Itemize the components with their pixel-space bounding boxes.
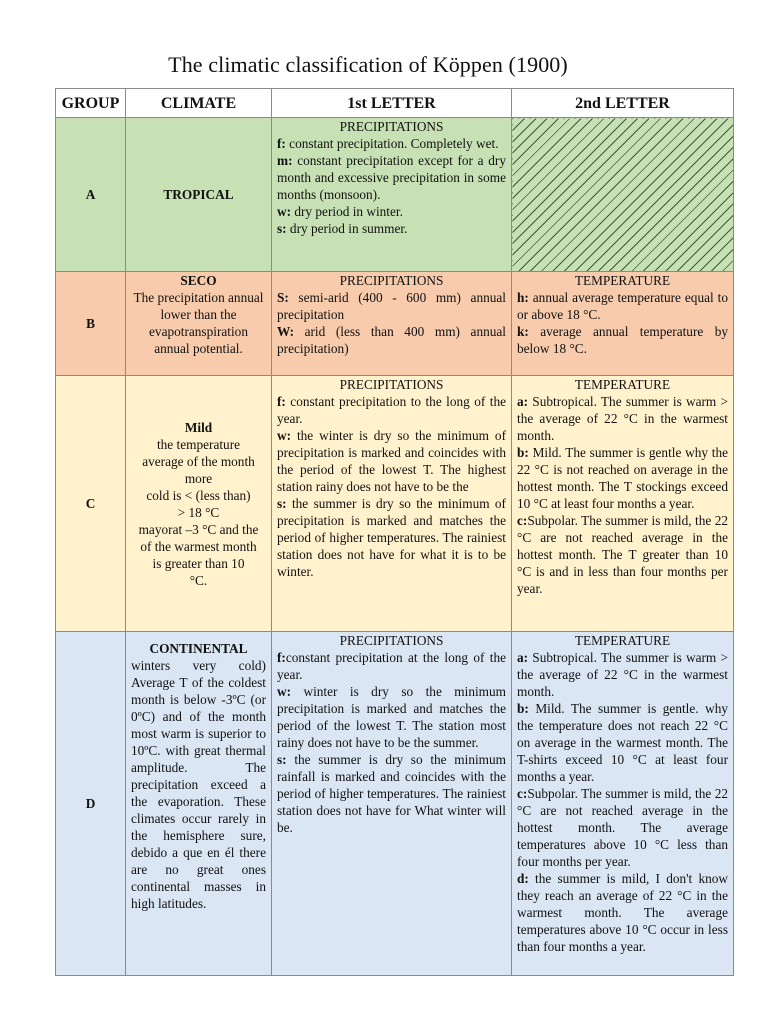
first-letter-a bbox=[272, 118, 512, 272]
climate-title-b: SECO bbox=[180, 273, 217, 288]
climate-continental bbox=[126, 632, 272, 976]
letter-definition bbox=[277, 393, 506, 427]
letter-code: b: bbox=[517, 701, 529, 716]
letter-code: S: bbox=[277, 290, 289, 305]
letter-description: semi-arid (400 - 600 mm) annual precipitation bbox=[277, 290, 506, 322]
first-lines-a bbox=[277, 135, 506, 237]
letter-description: Subtropical. The summer is warm > the average of 22 °C in the warmest month. bbox=[517, 394, 728, 443]
climate-line: cold is < (less than) bbox=[146, 487, 251, 503]
letter-code: b: bbox=[517, 445, 529, 460]
letter-description: Mild. The summer is gentle why the 22 °C is not reached on average in the hottest month. The T stockings exceed 10 °C at least four months a year. bbox=[517, 445, 728, 511]
page-title: The climatic classification of Köppen (1900) bbox=[168, 52, 568, 77]
climate-line: > 18 °C bbox=[177, 504, 220, 520]
climate-line: °C. bbox=[189, 572, 208, 588]
first-head-a: PRECIPITATIONS bbox=[339, 119, 444, 134]
letter-code: h: bbox=[517, 290, 529, 305]
climate-title-d: CONTINENTAL bbox=[149, 641, 248, 656]
letter-description: constant precipitation to the long of the year. bbox=[277, 394, 506, 426]
letter-definition bbox=[277, 683, 506, 751]
letter-definition bbox=[277, 495, 506, 580]
letter-code: f: bbox=[277, 136, 286, 151]
climate-text-b: The precipitation annual lower than the evapotranspiration annual potential. bbox=[133, 290, 264, 356]
letter-code: s: bbox=[277, 496, 287, 511]
letter-definition bbox=[517, 512, 728, 597]
letter-definition bbox=[517, 649, 728, 700]
climate-line: of the warmest month bbox=[140, 538, 257, 554]
group-a: A bbox=[56, 118, 126, 272]
letter-code: d: bbox=[517, 871, 529, 886]
letter-definition bbox=[277, 152, 506, 203]
letter-code: w: bbox=[277, 204, 292, 219]
letter-description: winter is dry so the minimum precipitation is marked and matches the period of the lowest T. The station most rainy does not have to be the summer. bbox=[277, 684, 506, 750]
first-head-b: PRECIPITATIONS bbox=[339, 273, 444, 288]
first-letter-d bbox=[272, 632, 512, 976]
second-lines-d bbox=[517, 649, 728, 955]
letter-code: c: bbox=[517, 786, 528, 801]
letter-description: annual average temperature equal to or above 18 °C. bbox=[517, 290, 728, 322]
letter-definition bbox=[277, 649, 506, 683]
first-letter-c bbox=[272, 376, 512, 632]
row-continental bbox=[56, 632, 734, 976]
letter-code: a: bbox=[517, 394, 529, 409]
first-head-d: PRECIPITATIONS bbox=[339, 633, 444, 648]
letter-definition bbox=[517, 785, 728, 870]
letter-description: Subtropical. The summer is warm > the average of 22 °C in the warmest month. bbox=[517, 650, 728, 699]
letter-definition bbox=[277, 203, 506, 220]
letter-definition bbox=[277, 220, 506, 237]
first-lines-b bbox=[277, 289, 506, 357]
climate-line: the temperature bbox=[156, 436, 241, 452]
letter-code: w: bbox=[277, 684, 292, 699]
letter-description: average annual temperature by below 18 °C. bbox=[517, 324, 728, 356]
second-head-c: TEMPERATURE bbox=[574, 377, 671, 392]
letter-code: k: bbox=[517, 324, 529, 339]
letter-code: W: bbox=[277, 324, 294, 339]
climate-line: average of the month more bbox=[142, 453, 255, 486]
letter-description: the summer is dry so the minimum of precipitation is marked and matches the period of higher temperatures. The rainiest station does not have for what it is to be winter. bbox=[277, 496, 506, 579]
climate-dry bbox=[126, 272, 272, 376]
second-lines-c bbox=[517, 393, 728, 597]
second-head-d: TEMPERATURE bbox=[574, 633, 671, 648]
letter-description: constant precipitation. Completely wet. bbox=[285, 136, 499, 151]
letter-definition bbox=[277, 751, 506, 836]
koppen-table bbox=[55, 88, 734, 976]
letter-definition bbox=[277, 427, 506, 495]
second-letter-b bbox=[512, 272, 734, 376]
letter-description: Mild. The summer is gentle. why the temperature does not reach 22 °C on average in the warmest month. The T-shirts exceed 10 °C at least four months a year. bbox=[517, 701, 728, 784]
letter-code: f: bbox=[277, 650, 286, 665]
letter-description: the winter is dry so the minimum of precipitation is marked and coincides with the period of the lowest T. The highest station rainy does not have to be the bbox=[277, 428, 506, 494]
header-first-letter: 1st LETTER bbox=[272, 89, 512, 118]
second-letter-a-hatched bbox=[512, 118, 734, 272]
group-b: B bbox=[56, 272, 126, 376]
letter-code: a: bbox=[517, 650, 529, 665]
letter-description: arid (less than 400 mm) annual precipitation) bbox=[277, 324, 506, 356]
letter-description: the summer is mild, I don't know they reach an average of 22 °C in the warmest month. The average temperatures above 10 °C occur in less than four months a year. bbox=[517, 871, 728, 954]
letter-definition bbox=[277, 289, 506, 323]
letter-code: w: bbox=[277, 428, 292, 443]
second-letter-d bbox=[512, 632, 734, 976]
letter-description: constant precipitation except for a dry month and excessive precipitation in some months (monsoon). bbox=[277, 153, 506, 202]
group-c: C bbox=[56, 376, 126, 632]
climate-title-c: Mild bbox=[184, 419, 213, 435]
letter-definition bbox=[517, 393, 728, 444]
letter-description: dry period in winter. bbox=[291, 204, 403, 219]
letter-code: s: bbox=[277, 752, 287, 767]
letter-code: m: bbox=[277, 153, 293, 168]
climate-text-d: winters very cold) Average T of the coldest month is below -3ºC (or 0ºC) and of the month most warm is superior to 10ºC. with great thermal amplitude. The precipitation exceed a the evaporation. These climates occur rarely in the hemisphere sure, debido a que en él there are no great ones continental masses in high latitudes. bbox=[131, 658, 266, 911]
group-d: D bbox=[56, 632, 126, 976]
header-climate: CLIMATE bbox=[126, 89, 272, 118]
second-head-b: TEMPERATURE bbox=[574, 273, 671, 288]
header-group: GROUP bbox=[56, 89, 126, 118]
header-second-letter: 2nd LETTER bbox=[512, 89, 734, 118]
row-dry bbox=[56, 272, 734, 376]
climate-mild bbox=[126, 376, 272, 632]
letter-code: c: bbox=[517, 513, 528, 528]
climate-tropical: TROPICAL bbox=[126, 118, 272, 272]
letter-definition bbox=[517, 870, 728, 955]
second-lines-b bbox=[517, 289, 728, 357]
first-letter-b bbox=[272, 272, 512, 376]
row-tropical bbox=[56, 118, 734, 272]
first-head-c: PRECIPITATIONS bbox=[339, 377, 444, 392]
letter-code: f: bbox=[277, 394, 286, 409]
row-mild bbox=[56, 376, 734, 632]
letter-definition bbox=[517, 323, 728, 357]
first-lines-c bbox=[277, 393, 506, 580]
header-row bbox=[56, 89, 734, 118]
climate-lines-c bbox=[131, 436, 266, 589]
first-lines-d bbox=[277, 649, 506, 836]
climate-line: mayorat –3 °C and the bbox=[138, 521, 259, 537]
letter-description: dry period in summer. bbox=[286, 221, 408, 236]
second-letter-c bbox=[512, 376, 734, 632]
letter-description: Subpolar. The summer is mild, the 22 °C are not reached average in the hottest month. The T greater than 10 °C is and in less than four months per year. bbox=[517, 513, 728, 596]
climate-line: is greater than 10 bbox=[152, 555, 245, 571]
letter-definition bbox=[517, 700, 728, 785]
letter-definition bbox=[517, 444, 728, 512]
letter-code: s: bbox=[277, 221, 287, 236]
letter-definition bbox=[277, 323, 506, 357]
letter-description: the summer is dry so the minimum rainfall is marked and coincides with the period of higher temperatures. The rainiest station does not have for What winter will be. bbox=[277, 752, 506, 835]
letter-definition bbox=[517, 289, 728, 323]
letter-description: constant precipitation at the long of the year. bbox=[277, 650, 506, 682]
letter-definition bbox=[277, 135, 506, 152]
letter-description: Subpolar. The summer is mild, the 22 °C are not reached average in the hottest month. The average temperatures above 10 °C less than four months per year. bbox=[517, 786, 728, 869]
